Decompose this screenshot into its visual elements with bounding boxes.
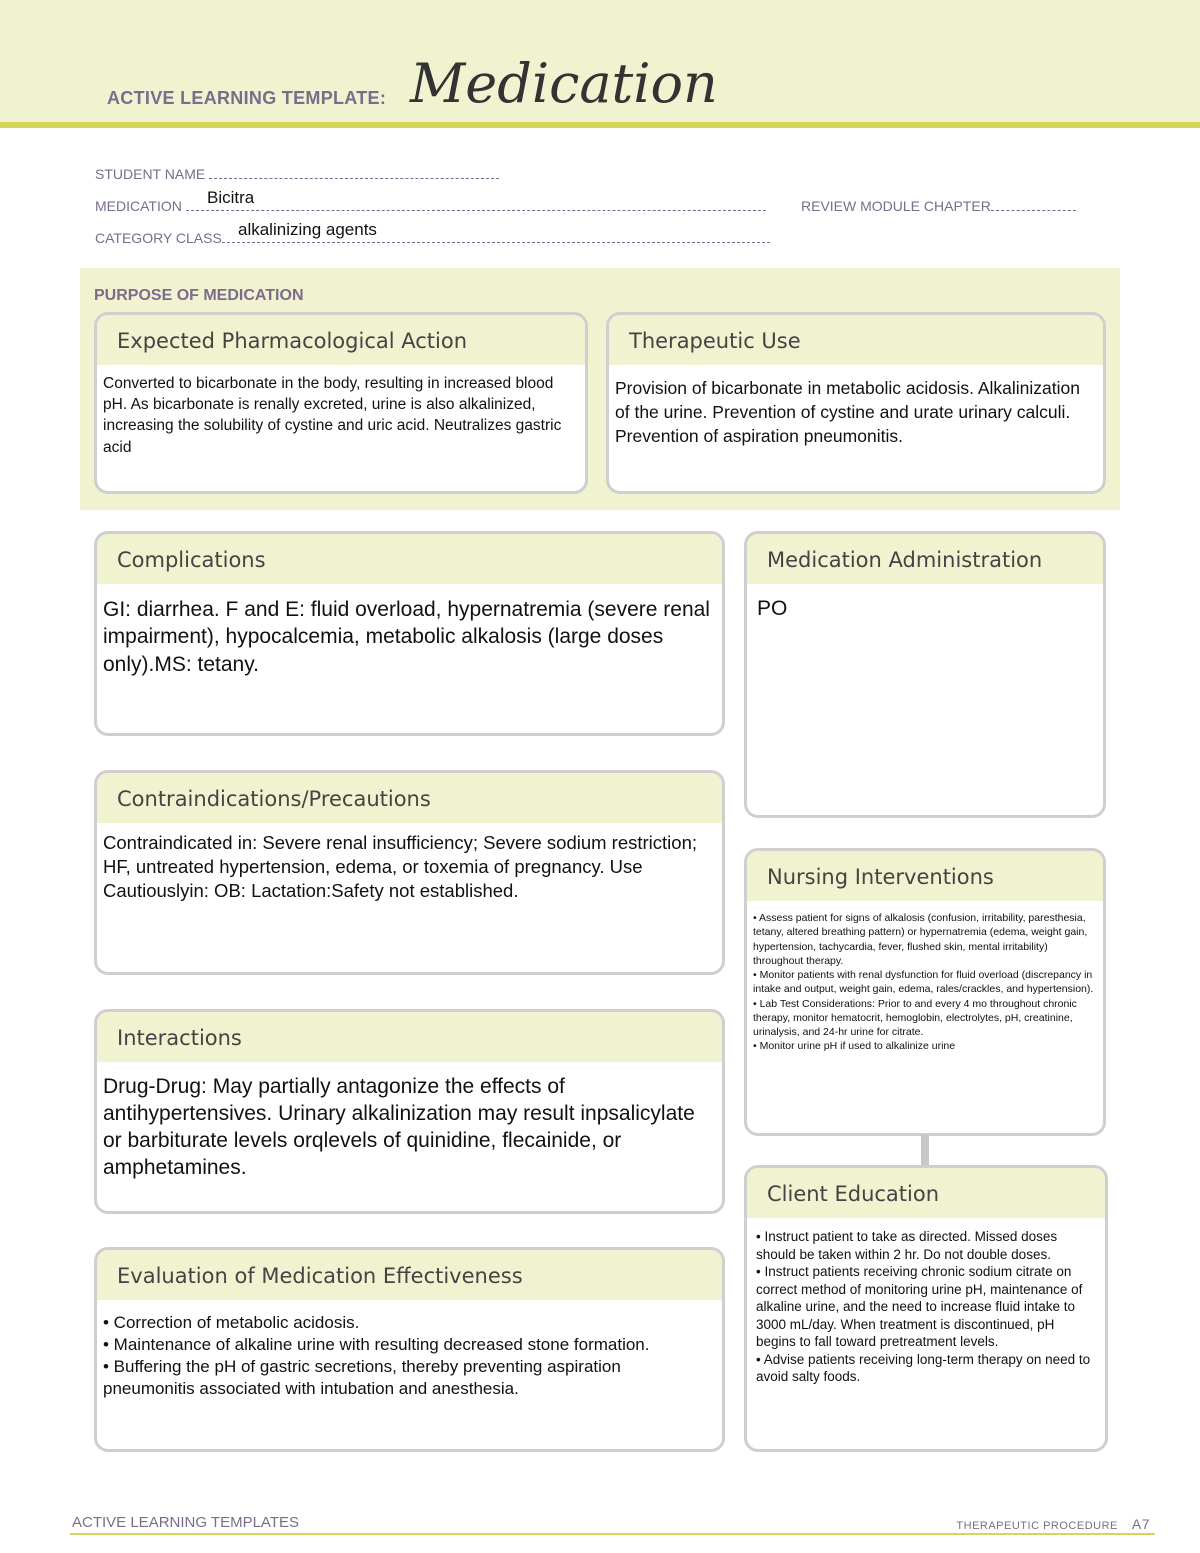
therapeutic-use-box: [606, 312, 1106, 494]
category-class-field[interactable]: [95, 220, 770, 246]
box-body: Drug-Drug: May partially antagonize the effects of antihypertensives. Urinary alkalinization may result inpsalicylate or barbiturate levels orqlevels of quinidine, flecainide, or amphetamines.: [103, 1075, 695, 1179]
contraindications-box: [94, 770, 725, 975]
nursing-interventions-box: [744, 848, 1106, 1136]
list-item: • Instruct patients receiving chronic sodium citrate on correct method of monitoring urine pH, maintenance of alkaline urine, and the need to increase fluid intake to 3000 mL/day. When treatment is discontinued, pH begins to fall toward pretreatment levels.: [756, 1264, 1083, 1350]
box-body: GI: diarrhea. F and E: fluid overload, hypernatremia (severe renal impairment), hypocalcemia, metabolic alkalosis (large doses only).MS: tetany.: [103, 598, 710, 676]
box-body: Contraindicated in: Severe renal insufficiency; Severe sodium restriction; HF, untreated hypertension, edema, or toxemia of pregnancy. Use Cautiouslyin: OB: Lactation:Safety not established.: [103, 832, 698, 902]
list-item: • Monitor patients with renal dysfunction for fluid overload (discrepancy in intake and output, weight gain, edema, rales/crackles, and hypertension).: [753, 969, 1094, 996]
medication-field[interactable]: [95, 188, 766, 214]
purpose-title: PURPOSE OF MEDICATION: [94, 287, 304, 304]
list-item: • Instruct patient to take as directed. Missed doses should be taken within 2 hr. Do not double doses.: [756, 1229, 1058, 1262]
box-title: Medication Administration: [747, 534, 1103, 584]
box-body: Converted to bicarbonate in the body, resulting in increased blood pH. As bicarbonate is renally excreted, urine is also alkalinized, increasing the solubility of cystine and uric acid. Neutralizes gastric acid: [103, 375, 562, 456]
list-item: • Advise patients receiving long-term therapy on need to avoid salty foods.: [756, 1351, 1091, 1385]
list-item: • Correction of metabolic acidosis.: [103, 1313, 360, 1332]
footer-section: THERAPEUTIC PROCEDURE: [956, 1520, 1118, 1532]
footer-left: ACTIVE LEARNING TEMPLATES: [72, 1514, 299, 1531]
box-title: Expected Pharmacological Action: [97, 315, 585, 365]
category-value: alkalinizing agents: [238, 220, 377, 239]
box-title: Nursing Interventions: [747, 851, 1103, 901]
box-title: Therapeutic Use: [609, 315, 1103, 365]
box-title: Contraindications/Precautions: [97, 773, 722, 823]
expected-action-box: [94, 312, 588, 494]
complications-box: [94, 531, 725, 736]
list-item: • Monitor urine pH if used to alkalinize urine: [753, 1040, 956, 1053]
page-title: Medication: [410, 52, 718, 115]
box-body: PO: [757, 597, 788, 620]
box-body: [747, 901, 1103, 1054]
administration-box: [744, 531, 1106, 818]
interactions-box: [94, 1009, 725, 1214]
box-title: Evaluation of Medication Effectiveness: [97, 1250, 722, 1300]
connector: [921, 1134, 929, 1168]
box-title: Complications: [97, 534, 722, 584]
list-item: • Assess patient for signs of alkalosis (confusion, irritability, paresthesia, tetany, altered breathing pattern) or hypernatremia (edema, weight gain, hypertension, tachycardia, fever, flushed skin, mental irritability) throughout therapy.: [753, 912, 1088, 967]
page-number: A7: [1131, 1516, 1150, 1532]
list-item: • Buffering the pH of gastric secretions, thereby preventing aspiration pneumonitis associated with intubation and anesthesia.: [103, 1357, 621, 1399]
box-title: Interactions: [97, 1012, 722, 1062]
review-label: REVIEW MODULE CHAPTER: [801, 198, 991, 214]
box-body: [747, 1218, 1105, 1386]
box-title: Client Education: [747, 1168, 1105, 1218]
box-body: [97, 1300, 722, 1400]
footer-right: [956, 1516, 1150, 1532]
review-chapter-field[interactable]: [801, 198, 1076, 214]
list-item: • Maintenance of alkaline urine with resulting decreased stone formation.: [103, 1335, 650, 1355]
evaluation-box: [94, 1247, 725, 1452]
box-body: Provision of bicarbonate in metabolic acidosis. Alkalinization of the urine. Prevention of cystine and urate urinary calculi. Prevention of aspiration pneumonitis.: [615, 378, 1080, 446]
medication-label: MEDICATION: [95, 198, 182, 214]
medication-value: Bicitra: [207, 188, 255, 207]
client-education-box: [744, 1165, 1108, 1452]
footer-divider: [70, 1533, 1155, 1535]
list-item: • Lab Test Considerations: Prior to and every 4 mo throughout chronic therapy, monitor hematocrit, hemoglobin, electrolytes, pH, creatinine, urinalysis, and 24-hr urine for citrate.: [753, 997, 1077, 1039]
category-label: CATEGORY CLASS: [95, 230, 222, 246]
template-label: ACTIVE LEARNING TEMPLATE:: [107, 88, 387, 108]
student-name-label: STUDENT NAME: [95, 166, 206, 182]
student-name-field[interactable]: [95, 166, 499, 182]
page-header: [0, 0, 1200, 128]
